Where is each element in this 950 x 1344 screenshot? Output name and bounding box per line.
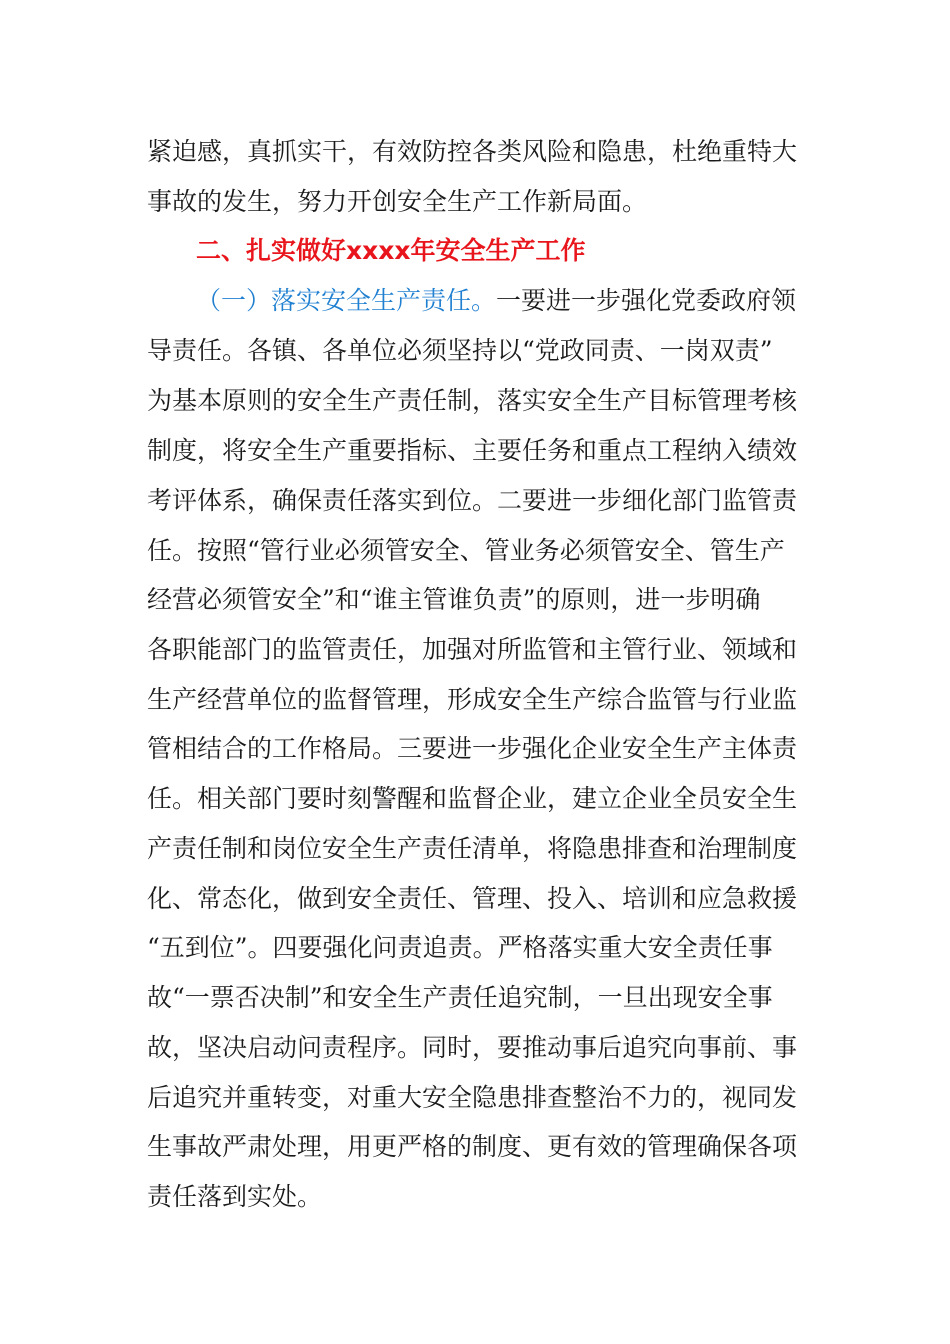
body-line: 任。按照“管行业必须管安全、管业务必须管安全、管生产 [147,536,785,565]
body-line: 故“一票否决制”和安全生产责任追究制，一旦出现安全事 [147,983,773,1012]
body-line: 生事故严肃处理，用更严格的制度、更有效的管理确保各项 [147,1132,798,1161]
body-text: 一要进一步强化党委政府领 [496,286,797,315]
body-line: 任。相关部门要时刻警醒和监督企业，建立企业全员安全生 [147,784,798,813]
body-line: 导责任。各镇、各单位必须坚持以“党政同责、一岗双责” [147,336,773,365]
intro-line: 事故的发生，努力开创安全生产工作新局面。 [147,187,648,216]
intro-line: 紧迫感，真抓实干，有效防控各类风险和隐患，杜绝重特大 [147,137,798,166]
body-line: 管相结合的工作格局。三要进一步强化企业安全生产主体责 [147,734,798,763]
body-line: “五到位”。四要强化问责追责。严格落实重大安全责任事 [147,933,773,962]
subsection-title: （一）落实安全生产责任。 [196,286,497,315]
body-line: 产责任制和岗位安全生产责任清单，将隐患排查和治理制度 [147,834,798,863]
body-line: 后追究并重转变，对重大安全隐患排查整治不力的，视同发 [147,1083,798,1112]
body-line: 为基本原则的安全生产责任制，落实安全生产目标管理考核 [147,386,798,415]
body-line: 故，坚决启动问责程序。同时，要推动事后追究向事前、事 [147,1033,798,1062]
body-line: 经营必须管安全”和“谁主管谁负责”的原则，进一步明确 [147,585,761,614]
body-line: 化、常态化，做到安全责任、管理、投入、培训和应急救援 [147,884,798,913]
body-line: 考评体系，确保责任落实到位。二要进一步细化部门监管责 [147,486,798,515]
body-line: 各职能部门的监管责任，加强对所监管和主管行业、领域和 [147,635,798,664]
body-line: 生产经营单位的监督管理，形成安全生产综合监管与行业监 [147,685,798,714]
body-line: 责任落到实处。 [147,1182,323,1211]
section-heading: 二、扎实做好xxxx年安全生产工作 [196,236,586,265]
body-line: 制度，将安全生产重要指标、主要任务和重点工程纳入绩效 [147,436,798,465]
subsection-first-line [196,283,827,319]
